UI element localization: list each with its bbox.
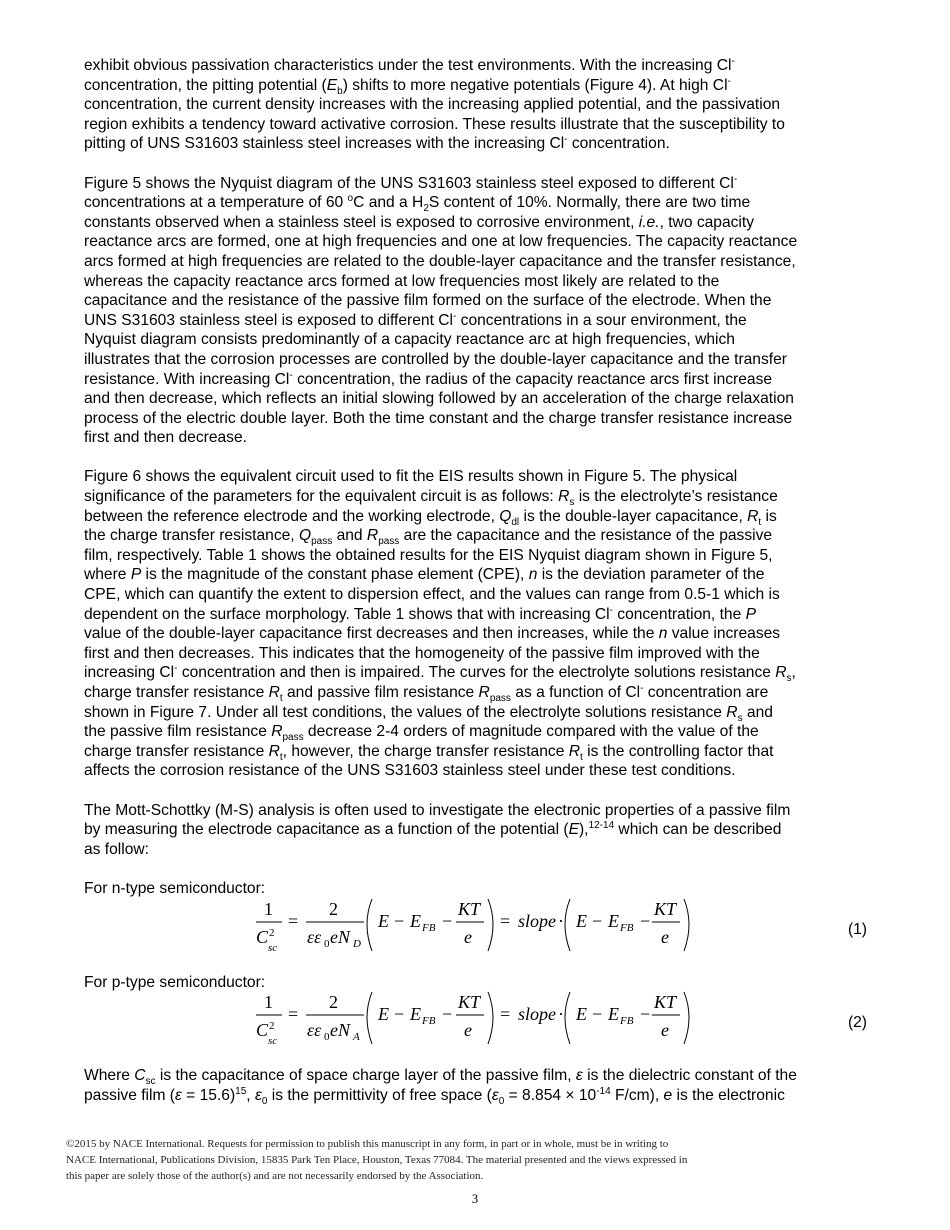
svg-text:−: − — [592, 1004, 603, 1025]
svg-text:e: e — [661, 1020, 669, 1041]
svg-text:e: e — [464, 926, 472, 947]
equation-2 — [84, 992, 867, 1066]
paragraph-pitting: exhibit obvious passivation characteristics under the test environments. With the increasing Cl- concentration, the pitting potential $(E_b)$ shifts to more negative potentials (Figure 4). At high Cl- concentration, the current density increases with the increasing applied potential, and the passivation region exhibits a tendency toward activative corrosion. These results illustrate that the susceptibility to pitting of UNS S31603 stainless steel increases with the increasing Cl- concentration. — [84, 55, 785, 153]
svg-text:εε: εε — [307, 926, 322, 947]
svg-text:C: C — [256, 926, 269, 947]
svg-text:0: 0 — [324, 937, 330, 950]
svg-text:−: − — [394, 1004, 405, 1025]
svg-text:2: 2 — [329, 992, 338, 1013]
svg-text:1: 1 — [264, 992, 273, 1013]
svg-text:sc: sc — [268, 941, 278, 954]
svg-text:FB: FB — [422, 1015, 436, 1028]
svg-text:−: − — [442, 1004, 453, 1025]
svg-text:E: E — [576, 910, 587, 931]
svg-text:e: e — [464, 1020, 472, 1041]
page-number: 3 — [471, 1192, 479, 1206]
svg-text:eN: eN — [330, 1020, 350, 1041]
svg-text:=: = — [288, 1004, 299, 1025]
equation-1-number: (1) — [847, 920, 867, 938]
svg-text:−: − — [442, 910, 453, 931]
svg-text:E: E — [608, 910, 619, 931]
svg-text:E: E — [378, 910, 389, 931]
svg-text:·: · — [558, 910, 564, 931]
svg-text:KT: KT — [654, 992, 677, 1013]
svg-text:2: 2 — [269, 1020, 275, 1033]
svg-text:C: C — [256, 1020, 269, 1041]
svg-text:KT: KT — [458, 992, 481, 1013]
svg-text:E: E — [378, 1004, 389, 1025]
paragraph-where: Where $C_{sc}$ is the capacitance of space charge layer of the passive film, ε is the dielectric constant of the passive film (ε = 15.6)$^{15}$, $\varepsilon_0$ is the permittivity of free space ($\varepsilon_0 = 8.854 \times 10^{-14}$ F/cm), e is the electronic — [84, 1067, 797, 1107]
svg-text:E: E — [410, 1004, 421, 1025]
copyright-line: ©2015 by NACE International. Requests for permission to publish this manuscript in any form, in part or in whole, must be in writing to — [66, 1138, 669, 1150]
copyright-line: NACE International, Publications Division, 15835 Park Ten Place, Houston, Texas 77084. The material presented and the views expressed in — [66, 1153, 688, 1166]
svg-text:FB: FB — [620, 921, 634, 934]
paragraph-equivalent-circuit: Figure 6 shows the equivalent circuit used to fit the EIS results shown in Figure 5. The physical significance of the parameters for the equivalent circuit is as follows: $R_s$ is the electrolyte’s resistance between the reference electrode and the working electrode, $Q_{dl}$ is the double-layer capacitance, $R_t$ is the charge transfer resistance, $Q_{pass}$ and $R_{pass}$ are the capacitance and the resistance of the passive film, respectively. Table 1 shows the obtained results for the EIS Nyquist diagram shown in Figure 5, where P is the magnitude of the constant phase element (CPE), n is the deviation parameter of the CPE, which can quantify the extent to dispersion effect, and the values can range from 0.5-1 which is dependent on the surface morphology. Table 1 shows that with increasing Cl- concentration, the P value of the double-layer capacitance first decreases and then increases, while the n value increases first and then decreases. This indicates that the homogeneity of the passive film improved with the increasing Cl- concentration and then is impaired. The curves for the electrolyte solutions resistance $R_s$, charge transfer resistance $R_t$ and passive film resistance $R_{pass}$ as a function of Cl- concentration are shown in Figure 7. Under all test conditions, the values of the electrolyte solutions resistance $R_s$ and the passive film resistance $R_{pass}$ decrease 2-4 orders of magnitude compared with the value of the charge transfer resistance $R_t$, however, the charge transfer resistance $R_t$ is the controlling factor that affects the corrosion resistance of the UNS S31603 stainless steel under these test conditions. — [84, 468, 796, 780]
equation-2-formula — [252, 988, 692, 1050]
svg-text:=: = — [500, 910, 511, 931]
equation-1 — [84, 899, 867, 973]
paragraph-nyquist: Figure 5 shows the Nyquist diagram of the UNS S31603 stainless steel exposed to different Cl- concentrations at a temperature of 60 $^o$C and a $H_2S$ content of 10%. Normally, there are two time constants observed when a stainless steel is exposed to corrosive environment, i.e., two capacity reactance arcs are formed, one at high frequencies and one at low frequencies. The capacity reactance arcs formed at high frequencies are related to the double-layer capacitance and the transfer resistance, whereas the capacity reactance arcs formed at low frequencies most likely are related to the capacitance and the resistance of the passive film formed on the surface of the electrode. When the UNS S31603 stainless steel is exposed to different Cl- concentrations in a sour environment, the Nyquist diagram consists predominantly of a capacity reactance arc at high frequencies, which illustrates that the corrosion processes are controlled by the double-layer capacitance and the transfer resistance. With increasing Cl- concentration, the radius of the capacity reactance arcs first increase and then decrease, which reflects an initial slowing followed by an acceleration of the charge relaxation process of the electric double layer. Both the time constant and the charge transfer resistance increase first and then decrease. — [84, 173, 798, 447]
svg-text:E: E — [576, 1004, 587, 1025]
svg-text:KT: KT — [458, 898, 481, 919]
svg-text:slope: slope — [518, 910, 556, 931]
page-body — [84, 56, 867, 1125]
svg-text:KT: KT — [654, 898, 677, 919]
copyright-footer — [66, 1137, 886, 1184]
equation-1-formula — [252, 895, 692, 957]
svg-text:A: A — [353, 1031, 360, 1044]
svg-text:FB: FB — [422, 921, 436, 934]
svg-text:sc: sc — [268, 1035, 278, 1048]
eq2-label: For p-type semiconductor: — [84, 973, 266, 991]
copyright-line: this paper are solely those of the author(s) and are not necessarily endorsed by the Association. — [66, 1169, 484, 1182]
eq1-label: For n-type semiconductor: — [84, 879, 266, 897]
svg-text:·: · — [558, 1004, 564, 1025]
svg-text:=: = — [288, 910, 299, 931]
svg-text:2: 2 — [329, 898, 338, 919]
svg-text:=: = — [500, 1004, 511, 1025]
svg-text:εε: εε — [307, 1020, 322, 1041]
svg-text:FB: FB — [620, 1015, 634, 1028]
svg-text:1: 1 — [264, 898, 273, 919]
svg-text:−: − — [394, 910, 405, 931]
svg-text:e: e — [661, 926, 669, 947]
svg-text:−: − — [592, 910, 603, 931]
svg-text:eN: eN — [330, 926, 350, 947]
svg-text:2: 2 — [269, 926, 275, 939]
svg-text:−: − — [640, 910, 651, 931]
svg-text:−: − — [640, 1004, 651, 1025]
svg-text:0: 0 — [324, 1031, 330, 1044]
paragraph-mott-schottky: The Mott-Schottky (M-S) analysis is often used to investigate the electronic properties of a passive film by measuring the electrode capacitance as a function of the potential (E),$^{12-14}$ which can be described as follow: — [84, 801, 791, 858]
svg-text:E: E — [410, 910, 421, 931]
equation-2-number: (2) — [847, 1014, 867, 1032]
svg-text:D: D — [353, 937, 361, 950]
svg-text:slope: slope — [518, 1004, 556, 1025]
svg-text:E: E — [608, 1004, 619, 1025]
